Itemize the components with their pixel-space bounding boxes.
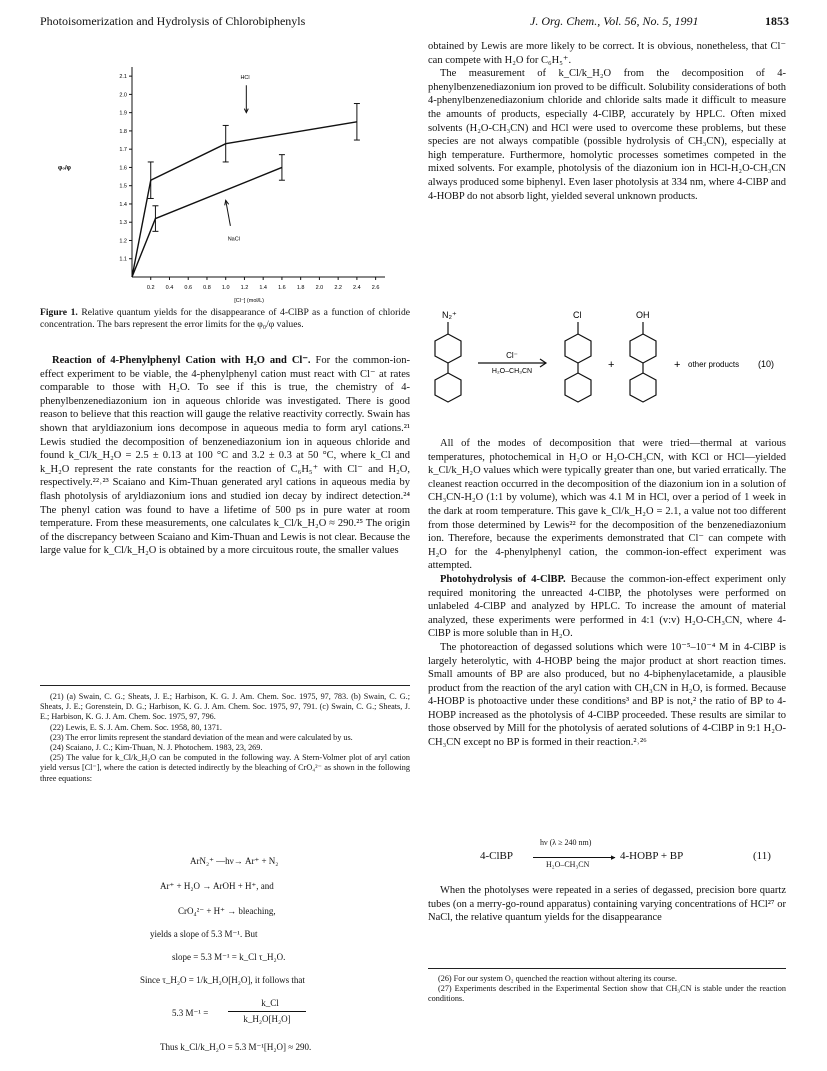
figure-caption-text: Relative quantum yields for the disappearance of 4-ClBP as a function of chloride concentration. The bars represent the error limits for the φ₀/φ values. <box>40 307 410 330</box>
figure-1-chart <box>40 55 410 305</box>
y-tick-label: 1.3 <box>119 220 127 227</box>
annotation-nacl: NaCl <box>227 236 240 243</box>
oh-substituent-label: OH <box>636 310 650 320</box>
x-tick-label: 0.6 <box>184 285 193 291</box>
fn-eq-5: slope = 5.3 M⁻¹ = k_Cl τ_H₂O. <box>172 952 286 962</box>
y-tick-label: 1.7 <box>119 147 127 154</box>
y-tick-label: 1.6 <box>119 165 127 172</box>
x-tick-label: 2.6 <box>371 285 380 291</box>
plus-sign-2: + <box>674 359 681 371</box>
fn-eq-7-bar <box>228 1011 306 1012</box>
footnote-22: (22) Lewis, E. S. J. Am. Chem. Soc. 1958, 80, 1371. <box>50 722 222 732</box>
footnote-26: (26) For our system O₂ quenched the reaction without altering its course. <box>438 974 677 983</box>
series-line-nacl <box>132 167 282 277</box>
fn-eq-1: ArN₂⁺ —hν→ Ar⁺ + N₂ <box>190 856 279 866</box>
eq11-condition-top: hν (λ ≥ 240 nm) <box>540 838 592 847</box>
section-heading-reaction: Reaction of 4-Phenylphenyl Cation with H₂O and Cl⁻. <box>52 355 311 366</box>
footnote-27: (27) Experiments described in the Experimental Section show that CH₃CN is stable under the reaction conditions. <box>428 984 786 1004</box>
x-tick-label: 0.8 <box>203 285 211 291</box>
x-tick-label: 0.2 <box>146 285 155 291</box>
annotation-hcl: HCl <box>240 75 250 82</box>
plus-sign-1: + <box>608 359 615 371</box>
fn-eq-7-left: 5.3 M⁻¹ = <box>172 1008 209 1018</box>
paragraph-5: The photoreaction of degassed solutions which were 10⁻⁵–10⁻⁴ M in 4-ClBP is largely heterolytic, with 4-HOBP being the major product at short reaction times. Small amounts of BP are also produced, but no 4-biphenylacetamide, a plausible product from the reaction of the aryl cation with CH₃CN in H₂O, is formed. Because 4-HOBP is photoactive under these conditions³ and BP is not,² the ratio of BP to 4-HOBP increased as the photolysis of 4-ClBP proceeded. These results are similar to those observed by Mill for the photolysis of aerated solutions of 4-ClBP in 9:1 H₂O-CH₃CN except no BP is formed in their reaction.²˒²⁶ <box>428 641 786 749</box>
x-tick-label: 0.4 <box>165 285 174 291</box>
eq11-condition-bottom: H₂O–CH₃CN <box>546 860 590 869</box>
y-tick-label: 2.1 <box>119 74 127 81</box>
fn-eq-7-den: k_H₂O[H₂O] <box>243 1014 291 1024</box>
figure-label: Figure 1. <box>40 307 78 318</box>
arrow-reagent-top: Cl⁻ <box>506 351 518 360</box>
eq11-products: 4-HOBP + BP <box>620 850 684 862</box>
chlorobiphenyl-structure <box>565 322 591 402</box>
fn-eq-8: Thus k_Cl/k_H₂O = 5.3 M⁻¹[H₂O] ≈ 290. <box>160 1042 312 1052</box>
x-tick-label: 1.0 <box>221 285 230 291</box>
paragraph-4: Because the common-ion-effect experiment only required monitoring the unreacted 4-ClBP, the photolyses were performed on unlabeled 4-ClBP and analyzed by HPLC. To increase the amount of material analyzed, these experiments were performed in 4:1 (v:v) H₂O-CH₃CN, where 4-ClBP is more soluble than in H₂O. <box>428 573 786 640</box>
eq11-reactant: 4-ClBP <box>480 850 514 862</box>
equation-number-11: (11) <box>753 850 771 862</box>
footnote-24: (24) Scaiano, J. C.; Kim-Thuan, N. J. Photochem. 1983, 23, 269. <box>50 743 263 753</box>
equation-11 <box>428 840 786 876</box>
paragraph-1: obtained by Lewis are more likely to be correct. It is obvious, nonetheless, that Cl⁻ can compete with H₂O for C₆H₅⁺. <box>428 41 786 66</box>
fn-eq-2: Ar⁺ + H₂O → ArOH + H⁺, and <box>160 881 274 891</box>
x-tick-label: 1.6 <box>278 285 286 291</box>
fn-text-6: Since τ_H₂O = 1/k_H₂O[H₂O], it follows that <box>140 975 305 985</box>
series-line-hcl <box>132 122 357 277</box>
equation-number-10: (10) <box>758 359 775 369</box>
y-tick-label: 2.0 <box>119 92 127 99</box>
footnote-rule-left <box>40 685 410 686</box>
x-tick-label: 1.8 <box>296 285 305 291</box>
biphenyl-diazonium-structure <box>435 322 461 402</box>
footnote-25: (25) The value for k_Cl/k_H₂O can be computed in the following way. A Stern-Volmer plot of aryl cation yield versus [Cl⁻], where the cation is detected indirectly by the bleaching of CrO₄²⁻ as shown in the following three equations: <box>40 753 410 783</box>
running-head: Photoisomerization and Hydrolysis of Chlorobiphenyls <box>40 14 306 28</box>
right-footnotes <box>428 974 786 1005</box>
fn-eq-3: CrO₄²⁻ + H⁺ → bleaching, <box>178 906 276 916</box>
y-tick-label: 1.1 <box>119 256 127 263</box>
reaction-scheme-10 <box>428 300 786 430</box>
arrow-reagent-bottom: H₂O–CH₃CN <box>491 368 533 375</box>
fn-text-4: yields a slope of 5.3 M⁻¹. But <box>150 929 258 939</box>
x-tick-label: 1.4 <box>259 285 268 291</box>
other-products-label: other products <box>688 360 740 369</box>
hydroxybiphenyl-structure <box>630 322 656 402</box>
footnote-rule-right <box>428 968 786 969</box>
journal-citation: J. Org. Chem., Vol. 56, No. 5, 1991 <box>530 14 699 28</box>
eq11-arrowhead: ▸ <box>611 852 616 862</box>
footnote-23: (23) The error limits represent the standard deviation of the mean and were calculated by us. <box>50 732 353 742</box>
section-heading-photohydrolysis: Photohydrolysis of 4-ClBP. <box>440 573 566 585</box>
eq11-arrow <box>533 857 615 858</box>
x-tick-label: 2.2 <box>334 285 342 291</box>
y-axis-label: φ₀/φ <box>58 165 71 172</box>
right-column-middle <box>428 437 786 750</box>
figure-caption <box>40 307 410 330</box>
x-tick-label: 1.2 <box>240 285 249 291</box>
x-axis-label: [Cl⁻] (mol/L) <box>234 298 265 304</box>
paragraph-6: When the photolyses were repeated in a series of degassed, precision bore quartz tubes (on a merry-go-round apparatus) containing varying concentrations of HCl²⁷ or NaCl, the relative quantum yields for the disappearance <box>428 885 786 924</box>
footnote-21: (21) (a) Swain, C. G.; Sheats, J. E.; Harbison, K. G. J. Am. Chem. Soc. 1975, 97, 783. (b) Swain, C. G.; Sheats, J. E.; Gorenstein, D. G.; Harbison, K. G. J. Am. Chem. Soc. 1975, 97, 791. (c) Swain, C. G.; Sheats, J. E.; Harbison, K. G. J. Am. Chem. Soc. 1975, 97, 796. <box>40 692 410 722</box>
left-column-body <box>40 354 410 558</box>
section-text-reaction: For the common-ion-effect experiment to be viable, the 4-phenylphenyl cation must react with Cl⁻ at rates comparable to those with H₂O. To see if this is true, the chemistry of 4-phenylbenzenediazonium ion in aqueous chloride was investigated. There is good reason to believe that this reaction will gauge the relative reactivity correctly. Swain has shown that aryldiazonium ions decompose in aqueous media to form aryl cations.²¹ Lewis studied the decomposition of benzenediazonium ion in aqueous chloride and found k_Cl/k_H₂O = 2.5 ± 0.13 at 100 °C and 3.2 ± 0.3 at 50 °C, where k_Cl and k_H₂O represent the rate constants for the reaction of C₆H₅⁺ with Cl⁻ and H₂O, respectively.²²˒²³ Scaiano and Kim-Thuan generated aryl cations in aqueous media by flash photolysis of aryldiazonium ions and studied ion decay by indirect detection.²⁴ The phenyl cation was found to have a lifetime of 500 ps in pure water at room temperature. From these measurements, one calculates k_Cl/k_H₂O ≈ 290.²⁵ The origin of the discrepancy between Scaiano and Kim-Thuan and Lewis is not clear. Because the large value for k_Cl/k_H₂O is obtained by a more circuitous route, the smaller values <box>40 355 411 557</box>
x-tick-label: 2.4 <box>353 285 361 291</box>
fn-eq-7-num: k_Cl <box>261 998 279 1008</box>
y-tick-label: 1.2 <box>119 238 127 245</box>
y-tick-label: 1.8 <box>119 128 127 135</box>
y-tick-label: 1.9 <box>119 110 127 117</box>
page-number: 1853 <box>765 14 789 28</box>
y-tick-label: 1.5 <box>119 183 127 190</box>
cl-substituent-label: Cl <box>573 310 582 320</box>
right-column-bottom <box>428 884 786 925</box>
paragraph-3: All of the modes of decomposition that were tried—thermal at various temperatures, photochemical in H₂O or H₂O-CH₃CN, with KCl or HCl—yielded k_Cl/k_H₂O values which were typically greater than one, but varied erratically. The cleanest reaction occurred in the decomposition of the diazonium ion in a solution of CH₃CN-H₂O (1:1 by volume), which was 4.1 M in HCl, over a period of 1 week in the dark at room temperature. This gave k_Cl/k_H₂O = 2.1, a value not too different from those determined by Lewis²² for the decomposition of the benzenediazonium ion. Therefore, because the experiments demonstrated that Cl⁻ can compete with H₂O for the 4-phenylphenyl cation, the common-ion-effect experiment was attempted. <box>428 438 786 572</box>
paragraph-2: The measurement of k_Cl/k_H₂O from the decomposition of 4-phenylbenzenediazonium ion proved to be difficult. Solubility considerations of both 4-phenylbenzenediazonium chloride and chloride salts made it difficult to measure the amounts of products, especially 4-ClBP, accurately by HPLC. Often mixed solvents (H₂O-CH₃CN) and HCl were used to overcome these problems, but these species are not always compatible (possible hydrolysis of CH₃CN), especially at high temperature. Furthermore, homolytic processes sometimes competed in the mixed solvents. For example, photolysis of the diazonium ion in HCl-H₂O-CH₃CN always produced some biphenyl. Even laser photolysis at 334 nm, where 4-ClBP and 4-HOBP do not absorb light, yielded several unknown products. <box>428 68 786 202</box>
diazonium-label: N₂⁺ <box>442 310 457 320</box>
y-tick-label: 1.4 <box>119 201 127 208</box>
right-column-top <box>428 40 786 203</box>
x-tick-label: 2.0 <box>315 285 324 291</box>
left-footnotes <box>40 692 410 784</box>
